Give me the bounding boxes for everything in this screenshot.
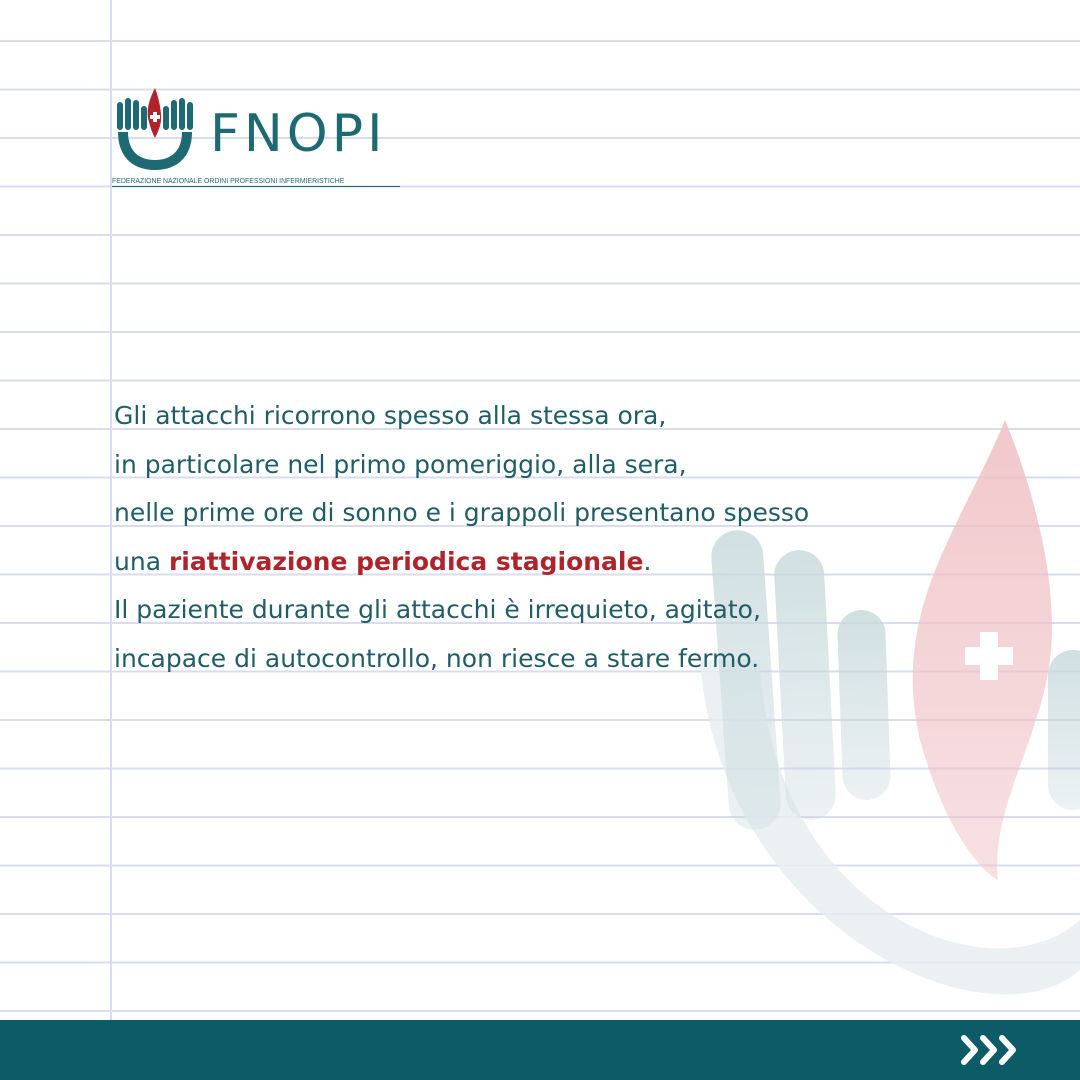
- body-line-4: [114, 538, 1014, 587]
- highlighted-phrase: riattivazione periodica stagionale: [168, 546, 644, 576]
- logo-wordmark: FNOPI: [210, 104, 387, 164]
- hands-flame-icon: [112, 88, 198, 174]
- footer-bar: [0, 1020, 1080, 1080]
- body-line-6: incapace di autocontrollo, non riesce a stare fermo.: [114, 643, 760, 673]
- fnopi-logo: [112, 88, 412, 193]
- body-line-4-suffix: .: [643, 546, 652, 576]
- body-line-2: in particolare nel primo pomeriggio, alla sera,: [114, 449, 687, 479]
- body-line-3: nelle prime ore di sonno e i grappoli presentano spesso: [114, 498, 810, 527]
- logo-subtitle: FEDERAZIONE NAZIONALE ORDINI PROFESSIONI INFERMIERISTICHE: [112, 176, 400, 187]
- body-line-4-prefix: una: [114, 546, 169, 576]
- body-line-1: Gli attacchi ricorrono spesso alla stessa ora,: [114, 401, 667, 430]
- body-paragraph: [114, 392, 1014, 683]
- triple-chevron-right-icon[interactable]: [960, 1032, 1022, 1068]
- body-line-5: Il paziente durante gli attacchi è irrequieto, agitato,: [114, 595, 761, 624]
